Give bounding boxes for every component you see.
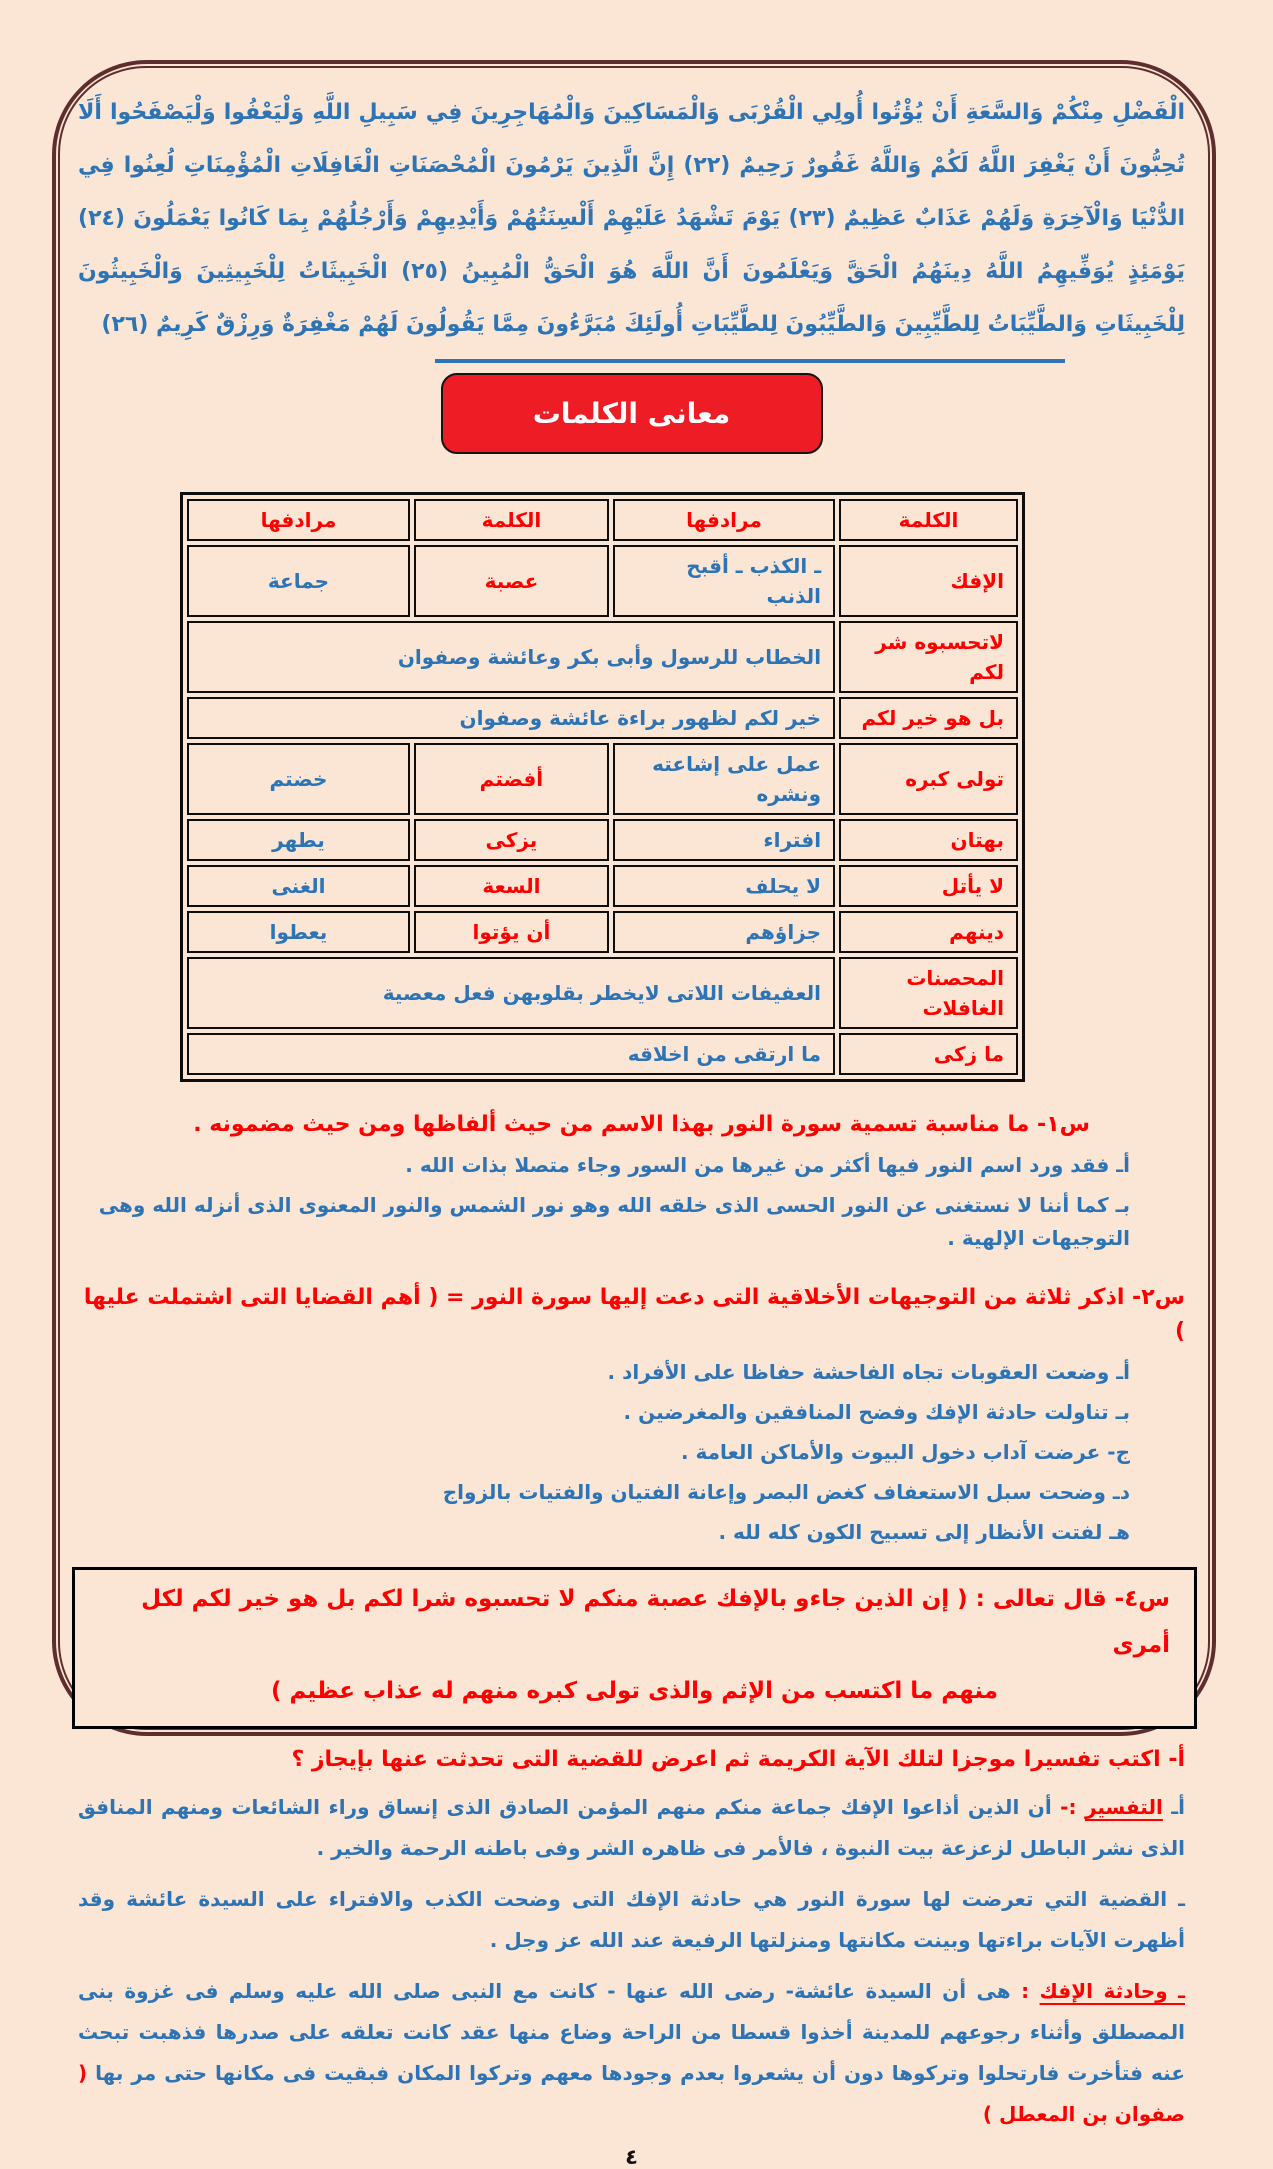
meaning-cell-merged: خير لكم لظهور براءة عائشة وصفوان bbox=[187, 697, 835, 739]
word-meanings-banner bbox=[441, 373, 823, 454]
question-4-verse-box bbox=[72, 1567, 1197, 1729]
header-word-2: الكلمة bbox=[414, 499, 609, 541]
header-word-1: الكلمة bbox=[839, 499, 1018, 541]
question-2-answer-b: بـ تناولت حادثة الإفك وفضح المنافقين والمغرضين . bbox=[623, 1400, 1130, 1424]
word-cell: بهتان bbox=[839, 819, 1018, 861]
word-cell: ما زكى bbox=[839, 1033, 1018, 1075]
tafsir-label: التفسير bbox=[1084, 1795, 1163, 1819]
word-cell: المحصنات الغافلات bbox=[839, 957, 1018, 1029]
question-4a-title: أ- اكتب تفسيرا موجزا لتلك الآية الكريمة ثم اعرض للقضية التى تحدثت عنها بإيجاز ؟ bbox=[291, 1747, 1185, 1772]
question-1-answer-a: أـ فقد ورد اسم النور فيها أكثر من غيرها من السور وجاء متصلا بذات الله . bbox=[405, 1153, 1130, 1177]
question-4-verse-line-2: منهم ما اكتسب من الإثم والذى تولى كبره منهم له عذاب عظيم ) bbox=[270, 1678, 999, 1704]
page-number: ٤ bbox=[625, 2145, 638, 2169]
word-cell: لا يأتل bbox=[839, 865, 1018, 907]
meaning-cell: الغنى bbox=[187, 865, 410, 907]
table-row bbox=[187, 865, 1018, 907]
quran-verses: الْفَضْلِ مِنْكُمْ وَالسَّعَةِ أَنْ يُؤْتُوا أُولِي الْقُرْبَى وَالْمَسَاكِينَ وَالْمُهَاجِرِينَ فِي سَبِيلِ اللَّهِ وَلْيَعْفُوا وَلْيَصْفَحُوا أَلَا تُحِبُّونَ أَنْ يَغْفِرَ اللَّهُ لَكُمْ وَاللَّهُ غَفُورٌ رَحِيمٌ (٢٢) إِنَّ الَّذِينَ يَرْمُونَ الْمُحْصَنَاتِ الْغَافِلَاتِ الْمُؤْمِنَاتِ لُعِنُوا فِي الدُّنْيَا وَالْآخِرَةِ وَلَهُمْ عَذَابٌ عَظِيمٌ (٢٣) يَوْمَ تَشْهَدُ عَلَيْهِمْ أَلْسِنَتُهُمْ وَأَيْدِيهِمْ وَأَرْجُلُهُمْ بِمَا كَانُوا يَعْمَلُونَ (٢٤) يَوْمَئِذٍ يُوَفِّيهِمُ اللَّهُ دِينَهُمُ الْحَقَّ وَيَعْلَمُونَ أَنَّ اللَّهَ هُوَ الْحَقُّ الْمُبِينُ (٢٥) الْخَبِيثَاتُ لِلْخَبِيثِينَ وَالْخَبِيثُونَ لِلْخَبِيثَاتِ وَالطَّيِّبَاتُ لِلطَّيِّبِينَ وَالطَّيِّبُونَ لِلطَّيِّبَاتِ أُولَئِكَ مُبَرَّءُونَ مِمَّا يَقُولُونَ لَهُمْ مَغْفِرَةٌ وَرِزْقٌ كَرِيمٌ (٢٦) bbox=[78, 100, 1186, 337]
meaning-cell-merged: ما ارتقى من اخلاقه bbox=[187, 1033, 835, 1075]
hadith-highlight-name: ( صفوان بن المعطل ) bbox=[78, 2061, 1185, 2126]
word-cell: لاتحسبوه شر لكم bbox=[839, 621, 1018, 693]
meaning-cell-merged: العفيفات اللاتى لايخطر بقلوبهن فعل معصية bbox=[187, 957, 835, 1029]
question-1-answer-b: بـ كما أننا لا نستغنى عن النور الحسى الذى خلقه الله وهو نور الشمس والنور المعنوى الذى أنزله الله وهى التوجيهات الإلهية . bbox=[98, 1193, 1130, 1250]
question-1-title: س١- ما مناسبة تسمية سورة النور بهذا الاسم من حيث ألفاظها ومن حيث مضمونه . bbox=[193, 1112, 1090, 1137]
question-4-verse-line-1: س٤- قال تعالى : ( إن الذين جاءو بالإفك عصبة منكم لا تحسبوه شرا لكم بل هو خير لكم لكل أمرى bbox=[141, 1586, 1170, 1658]
word-cell: الإفك bbox=[839, 545, 1018, 617]
header-meaning-2: مرادفها bbox=[187, 499, 410, 541]
question-2-answer-a: أـ وضعت العقوبات تجاه الفاحشة حفاظا على الأفراد . bbox=[607, 1360, 1130, 1384]
word-cell: تولى كبره bbox=[839, 743, 1018, 815]
meaning-cell: جزاؤهم bbox=[613, 911, 835, 953]
table-row bbox=[187, 957, 1018, 1029]
header-meaning-1: مرادفها bbox=[613, 499, 835, 541]
hadith-paragraph bbox=[78, 1971, 1185, 2135]
word-cell: أفضتم bbox=[414, 743, 609, 815]
meaning-cell: ـ الكذب ـ أقبح الذنب bbox=[613, 545, 835, 617]
word-cell: عصبة bbox=[414, 545, 609, 617]
meaning-cell: جماعة bbox=[187, 545, 410, 617]
meaning-cell: لا يحلف bbox=[613, 865, 835, 907]
table-row bbox=[187, 1033, 1018, 1075]
word-cell: دينهم bbox=[839, 911, 1018, 953]
meaning-cell: عمل على إشاعته ونشره bbox=[613, 743, 835, 815]
word-cell: أن يؤتوا bbox=[414, 911, 609, 953]
section-divider-line bbox=[435, 359, 1065, 363]
tafsir-text: أن الذين أذاعوا الإفك جماعة منكم منهم المؤمن الصادق الذى إنساق وراء الشائعات ومنهم المنافق الذى نشر الباطل لزعزعة بيت النبوة ، فالأمر فى ظاهره الشر وفى باطنه الرحمة والخير . bbox=[78, 1795, 1185, 1860]
question-2-answer-e: هـ لفتت الأنظار إلى تسبيح الكون كله لله . bbox=[718, 1520, 1130, 1544]
word-cell: السعة bbox=[414, 865, 609, 907]
word-meanings-banner-title: معانى الكلمات bbox=[532, 397, 731, 430]
question-2-title: س٢- اذكر ثلاثة من التوجيهات الأخلاقية التى دعت إليها سورة النور = ( أهم القضايا التى اشتملت عليها ) bbox=[83, 1285, 1185, 1344]
table-row bbox=[187, 621, 1018, 693]
word-meanings-table bbox=[180, 492, 1025, 1082]
tafsir-separator: :- bbox=[1051, 1795, 1085, 1819]
question-2-answer-c: ج- عرضت آداب دخول البيوت والأماكن العامة . bbox=[680, 1440, 1130, 1464]
hadith-separator: : bbox=[1010, 1979, 1040, 2003]
qadiyya-paragraph: ـ القضية التي تعرضت لها سورة النور هي حادثة الإفك التى وضحت الكذب والافتراء على السيدة عائشة وقد أظهرت الآيات براءتها وبينت مكانتها ومنزلتها الرفيعة عند الله عز وجل . bbox=[78, 1887, 1185, 1952]
table-row bbox=[187, 697, 1018, 739]
hadith-label: ـ وحادثة الإفك bbox=[1039, 1979, 1185, 2003]
table-row bbox=[187, 545, 1018, 617]
table-header-row bbox=[187, 499, 1018, 541]
tafsir-paragraph bbox=[78, 1787, 1185, 1869]
meaning-cell-merged: الخطاب للرسول وأبى بكر وعائشة وصفوان bbox=[187, 621, 835, 693]
meaning-cell: افتراء bbox=[613, 819, 835, 861]
meaning-cell: يطهر bbox=[187, 819, 410, 861]
meaning-cell: يعطوا bbox=[187, 911, 410, 953]
question-2-answer-d: دـ وضحت سبل الاستعفاف كغض البصر وإعانة الفتيان والفتيات بالزواج bbox=[442, 1480, 1130, 1504]
table-row bbox=[187, 911, 1018, 953]
tafsir-prefix: أـ bbox=[1162, 1795, 1186, 1819]
word-cell: بل هو خير لكم bbox=[839, 697, 1018, 739]
meaning-cell: خضتم bbox=[187, 743, 410, 815]
word-cell: يزكى bbox=[414, 819, 609, 861]
hadith-text: هى أن السيدة عائشة- رضى الله عنها - كانت مع النبى صلى الله عليه وسلم فى غزوة بنى المصطلق وأثناء رجوعهم للمدينة أخذوا قسطا من الراحة وضاع منها عقد كانت تعلقه على صدرها فذهبت تبحث عنه فتأخرت فارتحلوا وتركوها دون أن يشعروا بعدم وجودها معهم وتركوا المكان فبقيت فى مكانها حتى مر بها bbox=[78, 1979, 1185, 2085]
table-row bbox=[187, 743, 1018, 815]
table-row bbox=[187, 819, 1018, 861]
